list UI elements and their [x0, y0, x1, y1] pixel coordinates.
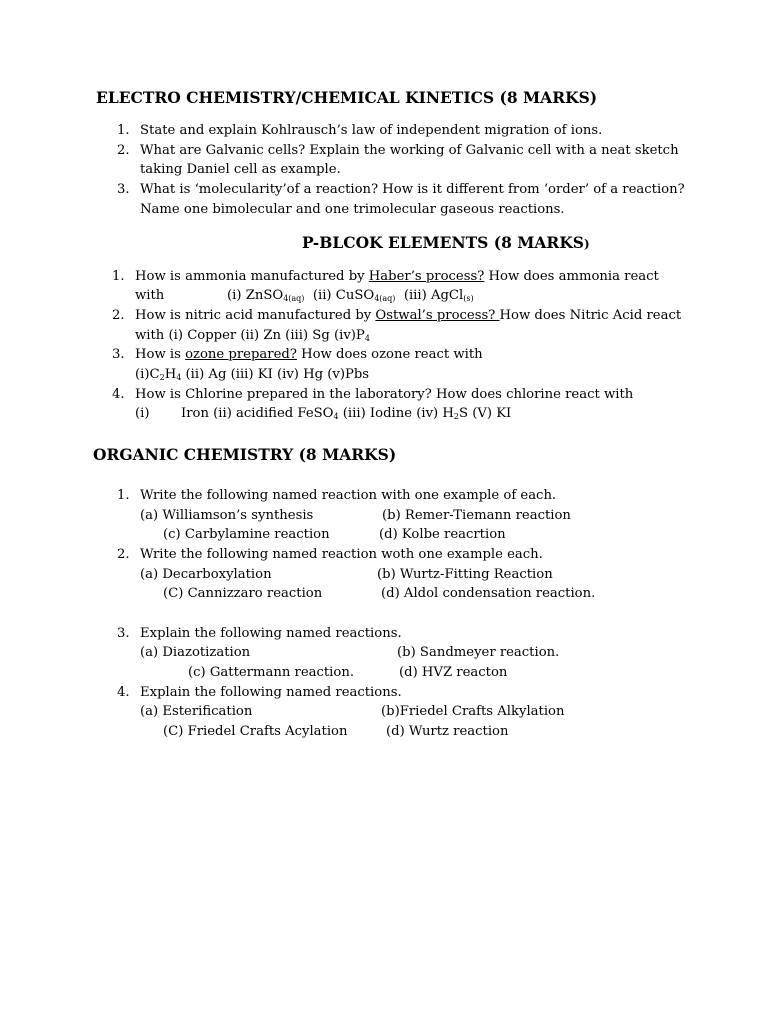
ozone-prepared-link: ozone prepared?: [185, 347, 297, 362]
option-text: (c) Gattermann reaction.: [188, 665, 355, 680]
question-number: 2.: [117, 143, 130, 158]
question-number: 1.: [117, 123, 130, 138]
option-text: (d) Aldol condensation reaction.: [381, 586, 596, 601]
option-text: (C) Friedel Crafts Acylation: [163, 724, 348, 739]
question-text: What is ‘molecularity’of a reaction? How is it different from ‘order’ of a reaction?: [140, 182, 685, 197]
question-text: (i): [135, 406, 150, 421]
option-text: (d) Wurtz reaction: [386, 724, 509, 739]
option-text: (b) Sandmeyer reaction.: [397, 645, 560, 660]
question-text: Name one bimolecular and one trimolecular gaseous reactions.: [140, 202, 565, 217]
option-text: (b)Friedel Crafts Alkylation: [381, 704, 565, 719]
section-electrochemistry-title: ELECTRO CHEMISTRY/CHEMICAL KINETICS (8 MARKS): [96, 88, 598, 107]
option-text: (a) Decarboxylation: [140, 567, 272, 582]
option-text: (a) Esterification: [140, 704, 253, 719]
question-number: 3.: [112, 347, 125, 362]
option-text: (a) Williamson’s synthesis: [140, 508, 314, 523]
option-text: (c) Carbylamine reaction: [163, 527, 330, 542]
question-number: 3.: [117, 626, 130, 641]
question-number: 1.: [117, 488, 130, 503]
question-text: (i) ZnSO$_{4(aq)}$ (ii) CuSO$_{4(aq)}$ (iii) AgCl$_{(s)}$: [227, 288, 474, 303]
option-text: (b) Remer-Tiemann reaction: [382, 508, 571, 523]
question-text: with (i) Copper (ii) Zn (iii) Sg $(iv)P_4$: [135, 328, 370, 343]
option-text: (b) Wurtz-Fitting Reaction: [377, 567, 553, 582]
question-text: Write the following named reaction woth one example each.: [140, 547, 543, 562]
question-text: What are Galvanic cells? Explain the working of Galvanic cell with a neat sketch: [140, 143, 679, 158]
question-text: Write the following named reaction with one example of each.: [140, 488, 557, 503]
question-text: How is nitric acid manufactured by Ostwal’s process? How does Nitric Acid react: [135, 308, 682, 323]
question-text: Explain the following named reactions.: [140, 685, 402, 700]
question-text: How is Chlorine prepared in the laboratory? How does chlorine react with: [135, 387, 634, 402]
section-organic-chemistry-title: ORGANIC CHEMISTRY (8 MARKS): [93, 445, 397, 464]
option-text: (d) HVZ reacton: [399, 665, 508, 680]
option-text: (C) Cannizzaro reaction: [163, 586, 323, 601]
question-text: $(i)C_2H_4$ (ii) Ag (iii) KI (iv) Hg (v)Pbs: [135, 367, 370, 382]
question-number: 1.: [112, 269, 125, 284]
question-number: 3.: [117, 182, 130, 197]
question-text: State and explain Kohlrausch’s law of independent migration of ions.: [140, 123, 603, 138]
question-text: with: [135, 288, 165, 303]
ostwal-process-link: Ostwal’s process?: [375, 308, 500, 323]
question-number: 4.: [112, 387, 125, 402]
question-text: How is ozone prepared? How does ozone react with: [135, 347, 483, 362]
question-text: Iron (ii) acidified FeSO$_4$ (iii) Iodine (iv) $H_2S$ (V) KI: [181, 406, 512, 421]
question-number: 2.: [117, 547, 130, 562]
question-text: taking Daniel cell as example.: [140, 162, 341, 177]
option-text: (d) Kolbe reacrtion: [379, 527, 506, 542]
habers-process-link: Haber’s process?: [368, 269, 485, 284]
section-p-block-title: P-BLCOK ELEMENTS (8 MARKS): [302, 233, 590, 252]
option-text: (a) Diazotization: [140, 645, 251, 660]
question-number: 2.: [112, 308, 125, 323]
question-text: Explain the following named reactions.: [140, 626, 402, 641]
question-number: 4.: [117, 685, 130, 700]
question-text: How is ammonia manufactured by Haber’s process? How does ammonia react: [135, 269, 659, 284]
